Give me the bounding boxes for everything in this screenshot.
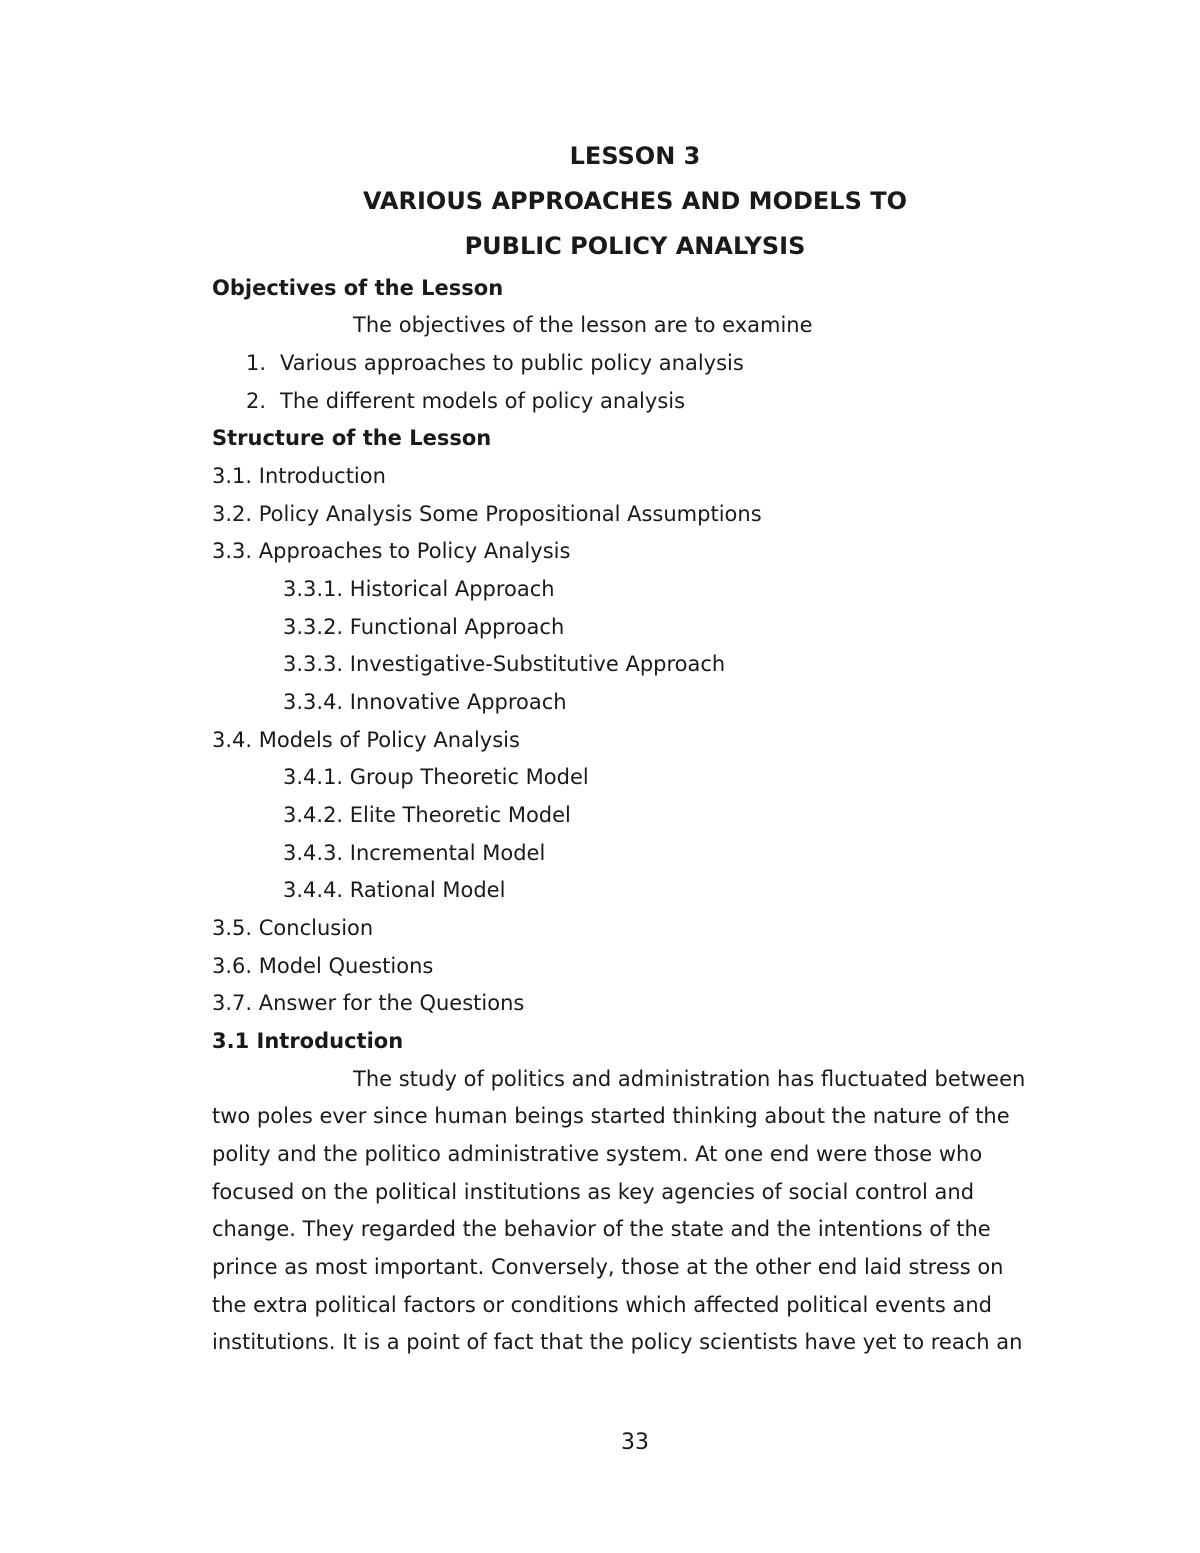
lesson-number: LESSON 3 (569, 142, 701, 170)
structure-subitem: 3.3.3. Investigative-Substitutive Approach (283, 652, 726, 676)
introduction-line: change. They regarded the behavior of the state and the intentions of the (212, 1217, 991, 1241)
introduction-heading: 3.1 Introduction (212, 1029, 404, 1053)
objective-number: 1. (246, 351, 267, 375)
structure-item: 3.3. Approaches to Policy Analysis (212, 539, 571, 563)
introduction-line: the extra political factors or conditions which affected political events and (212, 1293, 992, 1317)
objectives-intro: The objectives of the lesson are to examine (353, 313, 813, 337)
objective-item (246, 350, 744, 376)
page-number: 33 (621, 1430, 649, 1455)
objective-item (246, 388, 685, 414)
structure-subitem: 3.4.1. Group Theoretic Model (283, 765, 589, 789)
structure-subitem: 3.4.4. Rational Model (283, 878, 506, 902)
lesson-title-line-2: PUBLIC POLICY ANALYSIS (464, 232, 806, 260)
objective-text: The different models of policy analysis (280, 389, 686, 413)
introduction-line: polity and the politico administrative system. At one end were those who (212, 1142, 983, 1166)
structure-item: 3.6. Model Questions (212, 954, 434, 978)
structure-item: 3.7. Answer for the Questions (212, 991, 525, 1015)
introduction-line: institutions. It is a point of fact that the policy scientists have yet to reach an (212, 1330, 1023, 1354)
structure-heading: Structure of the Lesson (212, 426, 492, 450)
introduction-line: focused on the political institutions as key agencies of social control and (212, 1180, 975, 1204)
structure-item: 3.1. Introduction (212, 464, 386, 488)
structure-subitem: 3.3.4. Innovative Approach (283, 690, 567, 714)
structure-subitem: 3.4.2. Elite Theoretic Model (283, 803, 571, 827)
lesson-title-line-1: VARIOUS APPROACHES AND MODELS TO (362, 187, 907, 215)
structure-subitem: 3.3.2. Functional Approach (283, 615, 565, 639)
objective-number: 2. (246, 389, 267, 413)
objective-text: Various approaches to public policy analysis (280, 351, 744, 375)
introduction-line: The study of politics and administration has fluctuated between (353, 1067, 1026, 1091)
introduction-line: prince as most important. Conversely, those at the other end laid stress on (212, 1255, 1004, 1279)
objectives-heading: Objectives of the Lesson (212, 276, 504, 300)
structure-item: 3.4. Models of Policy Analysis (212, 728, 520, 752)
introduction-line: two poles ever since human beings started thinking about the nature of the (212, 1104, 1010, 1128)
structure-item: 3.2. Policy Analysis Some Propositional Assumptions (212, 502, 762, 526)
structure-subitem: 3.4.3. Incremental Model (283, 841, 546, 865)
structure-subitem: 3.3.1. Historical Approach (283, 577, 555, 601)
structure-item: 3.5. Conclusion (212, 916, 374, 940)
